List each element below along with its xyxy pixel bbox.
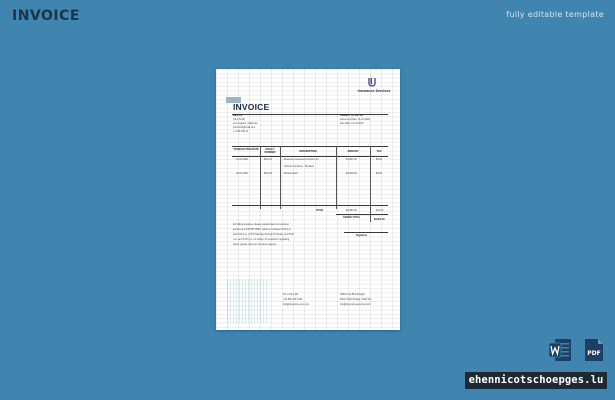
signature-label: Signature bbox=[356, 234, 368, 237]
notes-line: a.m. and 5:00 p.m. on Friday, for questions regarding bbox=[233, 238, 290, 241]
notes-line: For billing inquiries, please contact team at customer bbox=[233, 223, 289, 226]
table-cell: 01.01.2020 bbox=[236, 172, 248, 175]
company-name: Insurance Services bbox=[357, 89, 391, 93]
table-header-tax: TAX bbox=[376, 149, 382, 153]
table-top-rule bbox=[232, 146, 388, 147]
footer-right-line: Mount Kalin Dodge, NSW 111 bbox=[340, 298, 372, 301]
table-cell: BX2-61 bbox=[264, 158, 272, 161]
total-amount: $2,987.00 bbox=[346, 209, 357, 212]
table-cell: BX2-61 bbox=[264, 172, 272, 175]
page-title: INVOICE bbox=[12, 8, 80, 24]
table-header-policy: POLICY NUMBER bbox=[264, 148, 276, 155]
total-label: TOTAL bbox=[316, 209, 324, 212]
bill-to-line: johnsmith@mail.com bbox=[233, 126, 256, 129]
table-cell: 01.01.2020 bbox=[236, 158, 248, 161]
agency-line: Document Date: 01.01.2020 bbox=[340, 118, 370, 121]
notes-line: and 5:00 p.m. (CST) Monday through Thursday, and 8:00 bbox=[233, 233, 294, 236]
bill-to-label: BILL TO bbox=[233, 114, 243, 117]
table-column-divider bbox=[280, 146, 281, 209]
totals-top-rule bbox=[232, 205, 388, 206]
invoice-document[interactable] bbox=[216, 69, 400, 330]
table-header-amount: AMOUNT bbox=[347, 149, 359, 153]
pdf-doc-icon[interactable] bbox=[583, 338, 605, 362]
table-column-divider bbox=[260, 146, 261, 209]
total-tax: $14.00 bbox=[376, 209, 384, 212]
grand-total-value: $3,001.00 bbox=[374, 218, 385, 221]
table-header-rule bbox=[232, 156, 388, 157]
title-divider bbox=[232, 114, 388, 115]
footer-right-line: Holborn at 88 Carnegie bbox=[340, 293, 365, 296]
table-cell: $5.00 bbox=[376, 158, 382, 161]
signature-line bbox=[344, 232, 388, 233]
table-column-divider bbox=[336, 146, 337, 209]
bill-to-line: +1 234 456 11 bbox=[233, 130, 249, 133]
footer-right-line: info@insuranceservices.com bbox=[340, 303, 371, 306]
agency-line: Due Date: 01.10.2020 bbox=[340, 122, 364, 125]
invoice-title: INVOICE bbox=[233, 102, 270, 112]
table-cell: $1,987.00 bbox=[346, 158, 357, 161]
bill-to-line: Los Angeles, California bbox=[233, 122, 258, 125]
word-doc-icon[interactable] bbox=[548, 338, 572, 362]
svg-text:PDF: PDF bbox=[587, 350, 601, 357]
table-header-description: DESCRIPTION bbox=[299, 149, 317, 153]
qr-pattern-area bbox=[227, 279, 267, 323]
notes-line: policy, please call your insurance agency. bbox=[233, 243, 277, 246]
table-cell: Vehicle Insurance - Bundled bbox=[284, 165, 314, 168]
notes-line: service at 1 234 567 8901, option 2, between 8:00 a.m. bbox=[233, 228, 292, 231]
site-watermark: ehennicotschoepges.lu bbox=[465, 372, 607, 389]
company-logo-icon bbox=[367, 77, 377, 87]
footer-left-line: info@insurance-svc.com bbox=[283, 303, 310, 306]
footer-left-line: No. Lorem Rd bbox=[283, 293, 298, 296]
agency-label: AGENCY TO PAY BY bbox=[340, 114, 364, 117]
table-column-divider bbox=[370, 146, 371, 222]
table-cell: Business Insurance Premium for bbox=[284, 158, 319, 161]
table-cell: $2.00 bbox=[376, 172, 382, 175]
grand-total-label: GRAND TOTAL bbox=[343, 216, 361, 219]
table-cell: $1,000.00 bbox=[346, 172, 357, 175]
footer-left-line: +00 800 123 1234 bbox=[283, 298, 303, 301]
bill-to-line: John Smith bbox=[233, 118, 245, 121]
table-header-date: TRANSACTION DATE bbox=[233, 148, 259, 151]
table-cell: Renew Lawn bbox=[284, 172, 298, 175]
totals-rule bbox=[336, 214, 388, 215]
page-subtitle: fully editable template bbox=[506, 10, 604, 19]
